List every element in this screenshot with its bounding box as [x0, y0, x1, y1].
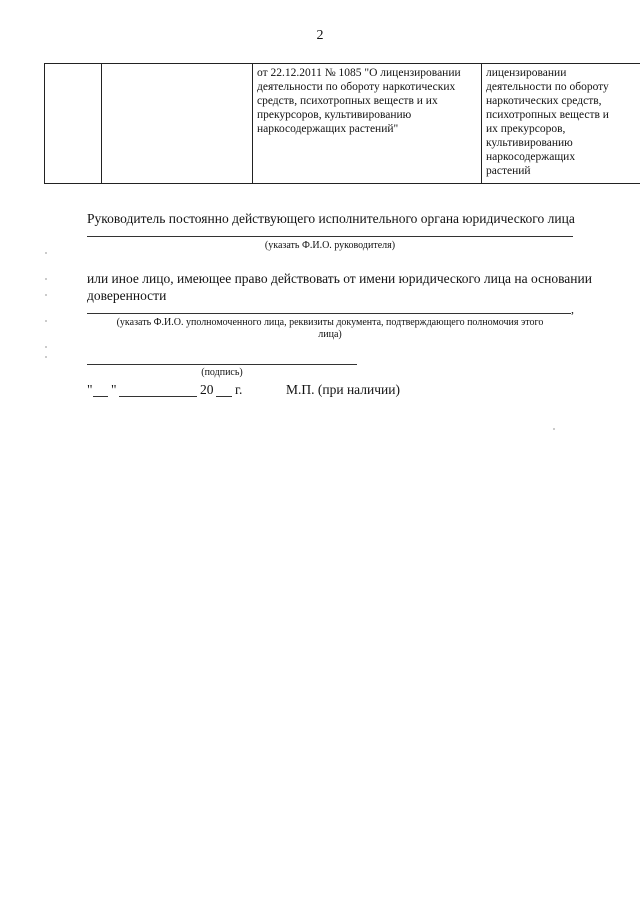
license-line: психотропных веществ и [486, 109, 609, 121]
license-line: культивированию [486, 137, 573, 149]
seal-note: М.П. (при наличии) [286, 382, 400, 397]
signature-caption: (подпись) [201, 367, 243, 378]
head-label: Руководитель постоянно действующего исполнительного органа юридического лица [87, 211, 575, 226]
table-cell-number [45, 64, 102, 184]
table-cell-regulation [253, 64, 482, 184]
other-caption-continued: лица) [318, 329, 342, 340]
page-number: 2 [316, 28, 324, 43]
other-caption: (указать Ф.И.О. уполномоченного лица, реквизиты документа, подтверждающего полномочия этого [116, 317, 544, 328]
date-year-prefix: 20 [200, 382, 214, 397]
signature-line [87, 364, 357, 365]
license-line: лицензировании [486, 67, 567, 79]
regulation-line: деятельности по обороту наркотических [257, 81, 456, 93]
table-row [45, 64, 640, 184]
continuation-table [44, 63, 640, 184]
regulation-line: прекурсоров, культивированию [257, 109, 412, 121]
date-month-line [119, 396, 197, 397]
date-close-quote: " [111, 382, 117, 397]
other-person-text-continued: доверенности [87, 288, 167, 303]
scan-mark [45, 356, 47, 358]
regulation-line: от 22.12.2011 № 1085 "О лицензировании [257, 67, 461, 79]
date-open-quote: " [87, 382, 93, 397]
date-day-line [93, 396, 108, 397]
scan-mark [45, 294, 47, 296]
table-cell-activity [102, 64, 253, 184]
scan-mark [45, 320, 47, 322]
license-line: наркотических средств, [486, 95, 602, 107]
scan-mark [45, 346, 47, 348]
head-caption: (указать Ф.И.О. руководителя) [264, 240, 396, 251]
other-person-line [87, 313, 571, 314]
regulation-line: средств, психотропных веществ и их [257, 95, 438, 107]
scan-mark [45, 278, 47, 280]
regulation-line: наркосодержащих растений" [257, 123, 399, 135]
line-comma: , [571, 302, 574, 316]
license-line: растений [486, 165, 531, 177]
license-line: деятельности по обороту [486, 81, 609, 93]
scan-mark [45, 252, 47, 254]
date-year-line [216, 396, 232, 397]
table-cell-license-type [482, 64, 640, 184]
scan-mark [553, 428, 555, 430]
date-year-suffix: г. [235, 382, 243, 397]
license-line: их прекурсоров, [486, 123, 566, 135]
other-person-text: или иное лицо, имеющее право действовать от имени юридического лица на основании [87, 271, 592, 286]
license-line: наркосодержащих [486, 151, 576, 163]
head-name-line [87, 236, 573, 237]
